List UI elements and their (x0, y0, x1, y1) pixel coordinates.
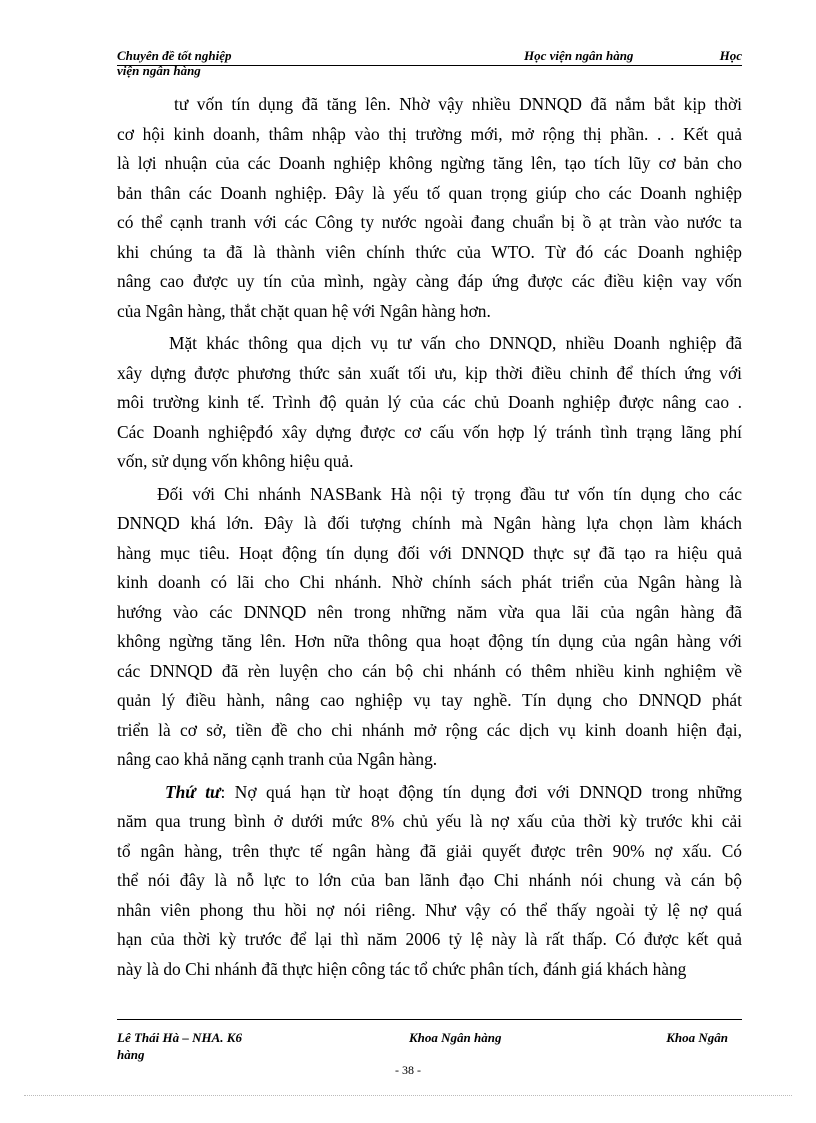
body-line: nâng cao được uy tín của mình, ngày càng đáp ứng được các điều kiện vay vốn (117, 271, 742, 291)
body-line: quản lý điều hành, nâng cao nghiệp vụ tay nghề. Tín dụng cho DNNQD phát (117, 690, 742, 710)
body-line (117, 778, 742, 808)
page-footer (117, 1031, 742, 1061)
body-line: có thể cạnh tranh với các Công ty nước ngoài đang chuẩn bị ồ ạt tràn vào nước ta (117, 212, 742, 232)
body-line: của Ngân hàng, thắt chặt quan hệ với Ngân hàng hơn. (117, 300, 491, 321)
body-line: triển là cơ sở, tiền đề cho chi nhánh mở rộng các dịch vụ kinh doanh hiện đại, (117, 719, 742, 740)
body-line: nhân viên phong thu hồi nợ nói riêng. Như vậy có thể thấy ngoài tỷ lệ nợ quá (117, 899, 742, 920)
header-left-line2: viện ngân hàng (117, 63, 201, 78)
body-line-rest: : Nợ quá hạn từ hoạt động tín dụng đơi với DNNQD trong những (220, 781, 743, 802)
body-line: hàng mục tiêu. Hoạt động tín dụng đối với DNNQD thực sự đã tạo ra hiệu quả (117, 542, 742, 563)
body-line: hướng vào các DNNQD nên trong những năm vừa qua lãi của ngân hàng đã (117, 601, 742, 622)
body-line: kinh doanh có lãi cho Chi nhánh. Nhờ chính sách phát triển của Ngân hàng là (117, 572, 742, 592)
body-line: bản thân các Doanh nghiệp. Đây là yếu tố quan trọng giúp cho các Doanh nghiệp (117, 182, 742, 203)
body-line: khi chúng ta đã là thành viên chính thức của WTO. Từ đó các Doanh nghiệp (117, 241, 742, 262)
footer-left: Lê Thái Hà – NHA. K6 (117, 1030, 242, 1045)
header-center: Học viện ngân hàng (524, 48, 634, 63)
emphasis-label: Thứ tư (165, 781, 221, 802)
body-line: DNNQD khá lớn. Đây là đối tượng chính mà Ngân hàng lựa chọn làm khách (117, 513, 742, 533)
header-rule (117, 65, 742, 66)
body-line: hạn của thời kỳ trước để lại thì năm 2006 tỷ lệ này là rất thấp. Có được kết quả (117, 929, 742, 949)
footer-right: Khoa Ngân (666, 1030, 728, 1045)
header-left: Chuyên đề tốt nghiệp (117, 48, 232, 63)
body-line: nâng cao khả năng cạnh tranh của Ngân hàng. (117, 749, 438, 769)
body-line: vốn, sử dụng vốn không hiệu quả. (117, 451, 354, 471)
body-line: xây dựng được phương thức sản xuất tối ưu, kịp thời điều chỉnh để thích ứng với (117, 362, 742, 383)
body-line: năm qua trung bình ở dưới mức 8% chủ yếu là nợ xấu của thời kỳ trước khi cải (117, 811, 742, 831)
body-line: tư vốn tín dụng đã tăng lên. Nhờ vậy nhiều DNNQD đã nắm bắt kịp thời (174, 94, 742, 114)
header-right: Học (719, 48, 742, 63)
body-line: là lợi nhuận của các Doanh nghiệp không ngừng tăng lên, tạo tích lũy cơ bản cho (117, 153, 742, 173)
page-number: - 38 - (395, 1063, 421, 1077)
footer-left-line2: hàng (117, 1047, 145, 1062)
footer-center: Khoa Ngân hàng (409, 1030, 502, 1045)
footer-rule (117, 1019, 742, 1020)
body-line: thể nói đây là nỗ lực to lớn của ban lãnh đạo Chi nhánh nói chung và cán bộ (117, 870, 742, 890)
body-line: Các Doanh nghiệpđó xây dựng được cơ cấu vốn hợp lý tránh tình trạng lãng phí (117, 421, 742, 442)
body-line: cơ hội kinh doanh, thâm nhập vào thị trường mới, mở rộng thị phần. . . Kết quả (117, 123, 742, 144)
body-line: môi trường kinh tế. Trình độ quản lý của các chủ Doanh nghiệp được nâng cao . (117, 392, 742, 412)
page-header (117, 49, 742, 79)
body-line: tổ ngân hàng, trên thực tế ngân hàng đã giải quyết được trên 90% nợ xấu. Có (117, 840, 742, 861)
body-line: các DNNQD đã rèn luyện cho cán bộ chi nhánh có thêm nhiều kinh nghiệm về (117, 660, 742, 681)
page-bottom-dotted-line (24, 1095, 792, 1096)
body-line: không ngừng tăng lên. Hơn nữa thông qua hoạt động tín dụng của ngân hàng với (117, 631, 742, 651)
body-line: Mặt khác thông qua dịch vụ tư vấn cho DNNQD, nhiều Doanh nghiệp đã (169, 333, 742, 353)
body-line: này là do Chi nhánh đã thực hiện công tác tổ chức phân tích, đánh giá khách hàng (117, 958, 687, 979)
document-body (117, 90, 742, 984)
body-line: Đối với Chi nhánh NASBank Hà nội tỷ trọng đầu tư vốn tín dụng cho các (157, 483, 742, 504)
